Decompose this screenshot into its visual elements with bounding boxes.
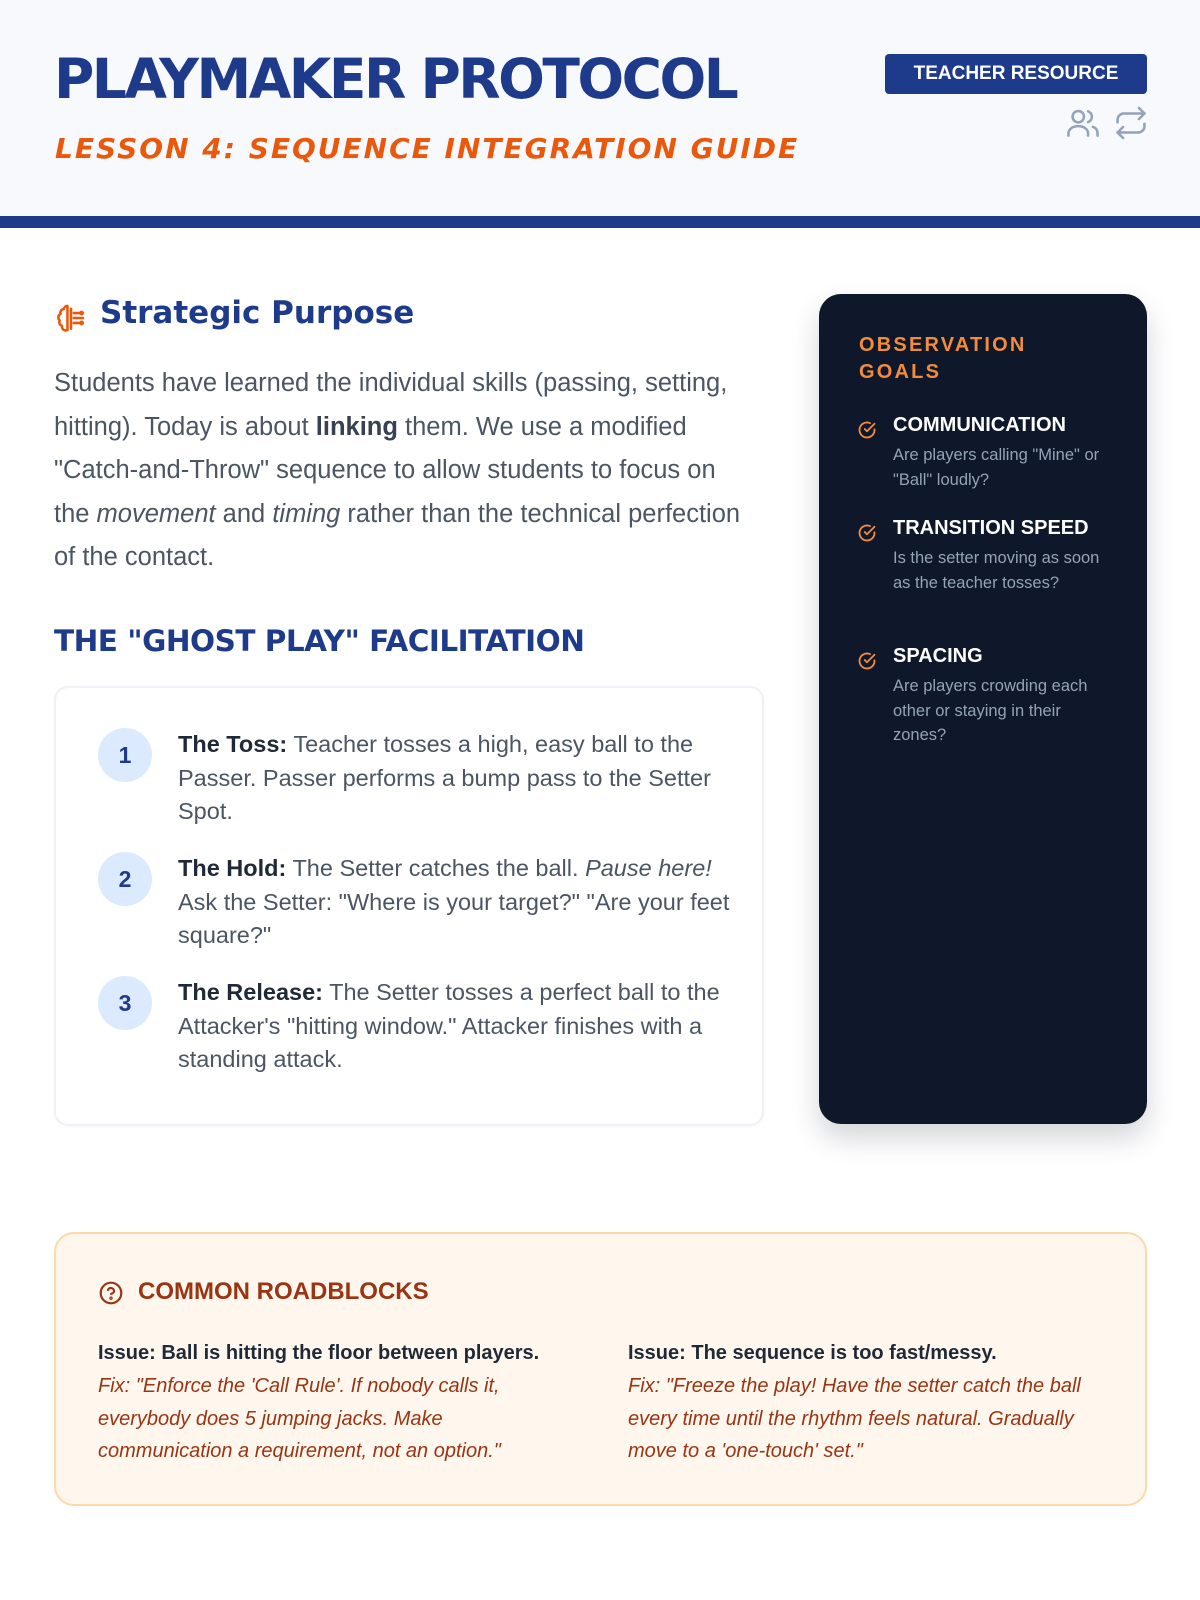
brain-icon bbox=[54, 301, 88, 335]
teacher-resource-badge: TEACHER RESOURCE bbox=[885, 54, 1147, 94]
strategic-purpose-heading: Strategic Purpose bbox=[100, 295, 415, 331]
facilitation-steps-card bbox=[54, 686, 764, 1126]
goal-description: Is the setter moving as soon as the teacher tosses? bbox=[893, 549, 1100, 592]
ghost-play-heading: THE "GHOST PLAY" FACILITATION bbox=[54, 624, 585, 658]
goal-title: COMMUNICATION bbox=[893, 414, 1066, 436]
page-title: PLAYMAKER PROTOCOL bbox=[54, 47, 737, 111]
roadblock-issue bbox=[628, 1338, 1098, 1468]
observation-goals-title: OBSERVATION GOALS bbox=[859, 334, 1027, 383]
lesson-subtitle: LESSON 4: SEQUENCE INTEGRATION GUIDE bbox=[55, 132, 800, 165]
step-number: 1 bbox=[98, 728, 152, 782]
page-header bbox=[0, 0, 1200, 228]
check-circle-icon bbox=[857, 523, 877, 543]
header-icon-group bbox=[1064, 104, 1150, 142]
help-circle-icon bbox=[98, 1280, 124, 1306]
step-number: 2 bbox=[98, 852, 152, 906]
step-text: The Hold: The Setter catches the ball. Pause here! Ask the Setter: "Where is your target?" "Are your feet square?" bbox=[178, 855, 730, 948]
goal-description: Are players crowding each other or staying in their zones? bbox=[893, 677, 1088, 744]
users-icon[interactable] bbox=[1064, 104, 1102, 142]
strategic-purpose-text: Students have learned the individual skills (passing, setting, hitting). Today is about linking them. We use a modified "Catch-and-Throw" sequence to allow students to focus on the movement and timing rather than the technical perfection of the contact. bbox=[54, 369, 741, 571]
step-text: The Toss: Teacher tosses a high, easy ball to the Passer. Passer performs a bump pass to the Setter Spot. bbox=[178, 731, 711, 824]
step-text: The Release: The Setter tosses a perfect ball to the Attacker's "hitting window." Attacker finishes with a standing attack. bbox=[178, 979, 720, 1072]
roadblocks-heading: COMMON ROADBLOCKS bbox=[138, 1278, 429, 1305]
goal-description: Are players calling "Mine" or "Ball" loudly? bbox=[893, 446, 1100, 489]
issue-fix: Fix: "Freeze the play! Have the setter catch the ball every time until the rhythm feels natural. Gradually move to a 'one-touch' set." bbox=[628, 1375, 1081, 1462]
observation-goals-panel bbox=[819, 294, 1147, 1124]
issue-title: Issue: Ball is hitting the floor between players. bbox=[98, 1342, 540, 1364]
check-circle-icon bbox=[857, 420, 877, 440]
check-circle-icon bbox=[857, 651, 877, 671]
common-roadblocks-card bbox=[54, 1232, 1147, 1506]
step-number: 3 bbox=[98, 976, 152, 1030]
repeat-icon[interactable] bbox=[1112, 104, 1150, 142]
issue-fix: Fix: "Enforce the 'Call Rule'. If nobody calls it, everybody does 5 jumping jacks. Make communication a requirement, not an option." bbox=[98, 1375, 501, 1462]
goal-title: SPACING bbox=[893, 645, 983, 667]
goal-title: TRANSITION SPEED bbox=[893, 517, 1089, 539]
roadblock-issue bbox=[98, 1338, 568, 1468]
issue-title: Issue: The sequence is too fast/messy. bbox=[628, 1342, 997, 1364]
